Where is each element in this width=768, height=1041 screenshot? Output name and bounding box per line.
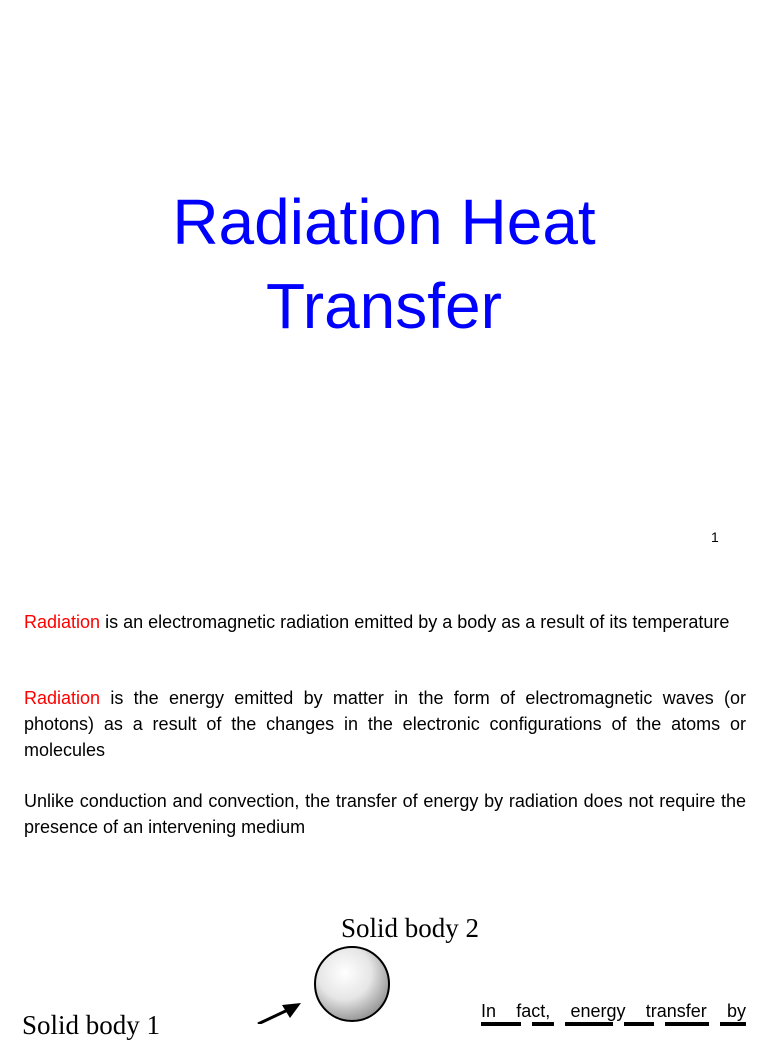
content-slide <box>0 580 768 1040</box>
side-note-cut-off-line <box>481 1020 746 1026</box>
paragraph-radiation-definition <box>24 609 746 635</box>
radiation-arrow <box>258 1003 301 1024</box>
slide-title <box>0 180 768 348</box>
paragraph-text: is an electromagnetic radiation emitted by a body as a result of its temperature <box>100 612 730 632</box>
diagram-graphics <box>0 905 520 1024</box>
paragraph-radiation-energy <box>24 685 746 763</box>
paragraph-no-medium <box>24 788 746 840</box>
solid-body-2-sphere <box>315 947 389 1021</box>
page-number: 1 <box>711 529 719 545</box>
highlight-term: Radiation <box>24 612 101 632</box>
radiation-diagram <box>0 905 520 1040</box>
paragraph-text: Unlike conduction and convection, the transfer of energy by radiation does not require the presence of an intervening medium <box>24 791 746 837</box>
title-line-2: Transfer <box>266 270 502 342</box>
solid-body-2-label: Solid body 2 <box>341 913 480 943</box>
title-line-1: Radiation Heat <box>172 186 596 258</box>
paragraph-text: is the energy emitted by matter in the form of electromagnetic waves (or photons) as a result of the changes in the electronic configurations of the atoms or molecules <box>24 688 746 760</box>
side-note: In fact, energy transfer by <box>481 1001 746 1021</box>
solid-body-1-label: Solid body 1 <box>22 1010 161 1040</box>
highlight-term: Radiation <box>24 688 101 708</box>
